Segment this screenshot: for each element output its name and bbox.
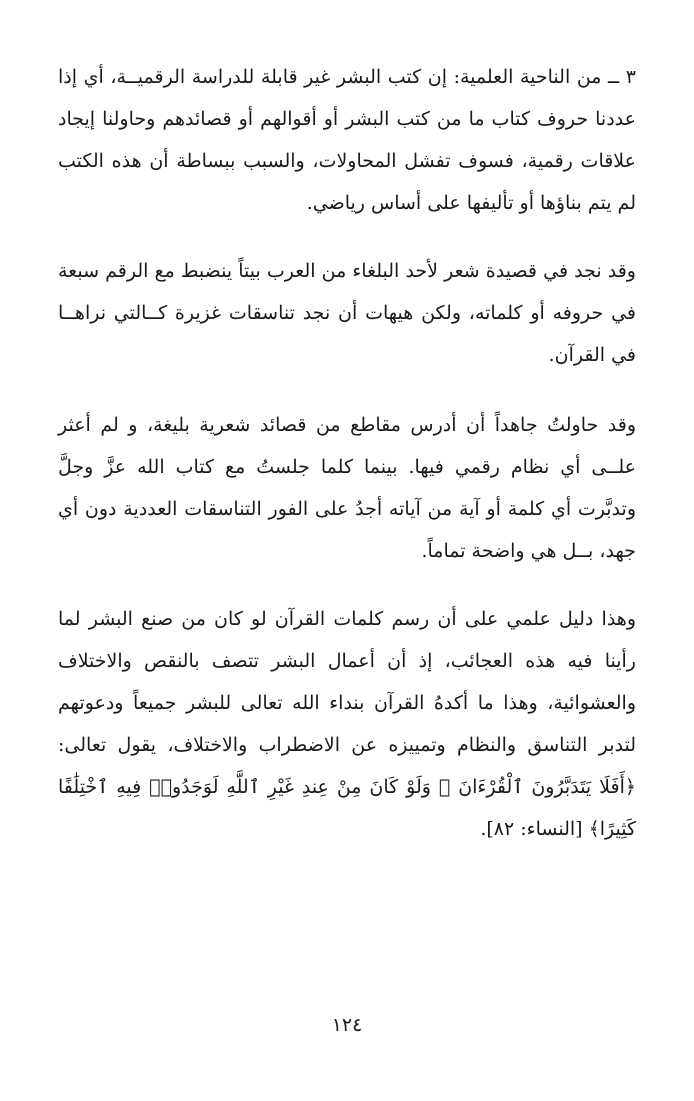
paragraph-poetry-example: وقد نجد في قصيدة شعر لأحد البلغاء من العرب بيتاً ينضبط مع الرقم سبعة في حروفه أو كلماته، ولكن هيهات أن نجد تناسقات غزيرة كــالتي نراهــا في القرآن. bbox=[58, 260, 636, 366]
paragraph-author-attempt: وقد حاولتُ جاهداً أن أدرس مقاطع من قصائد شعرية بليغة، و لم أعثر علــى أي نظام رقمي فيها. بينما كلما جلستُ مع كتاب الله عزَّ وجلَّ وتدبَّرت أي كلمة أو آية من آياته أجدُ على الفور التناسقات العددية دون أي جهد، بــل هي واضحة تماماً. bbox=[58, 414, 636, 562]
paragraph-quran-verse: وهذا دليل علمي على أن رسم كلمات القرآن لو كان من صنع البشر لما رأينا فيه هذه العجائب، إذ أن أعمال البشر تتصف بالنقص والاختلاف والعشوائية، وهذا ما أكدهُ القرآن بنداء الله تعالى للبشر جميعاً ودعوتهم لتدبر التناسق والنظام وتمييزه عن الاضطراب والاختلاف، يقول تعالى: ﴿أَفَلَا يَتَدَبَّرُونَ ٱلْقُرْءَانَ ۚ وَلَوْ كَانَ مِنْ عِندِ غَيْرِ ٱللَّهِ لَوَجَدُوا۟ فِيهِ ٱخْتِلَٰفًا كَثِيرًا﴾ [النساء: ٨٢]. bbox=[58, 608, 636, 840]
page-number: ١٢٤ bbox=[331, 1014, 363, 1036]
paragraph-scientific-aspect: ٣ ــ من الناحية العلمية: إن كتب البشر غير قابلة للدراسة الرقميــة، أي إذا عددنا حروف كتاب ما من كتب البشر أو أقوالهم أو قصائدهم وحاولنا إيجاد علاقات رقمية، فسوف تفشل المحاولات، والسبب ببساطة أن هذه الكتب لم يتم بناؤها أو تأليفها على أساس رياضي. bbox=[58, 66, 636, 214]
